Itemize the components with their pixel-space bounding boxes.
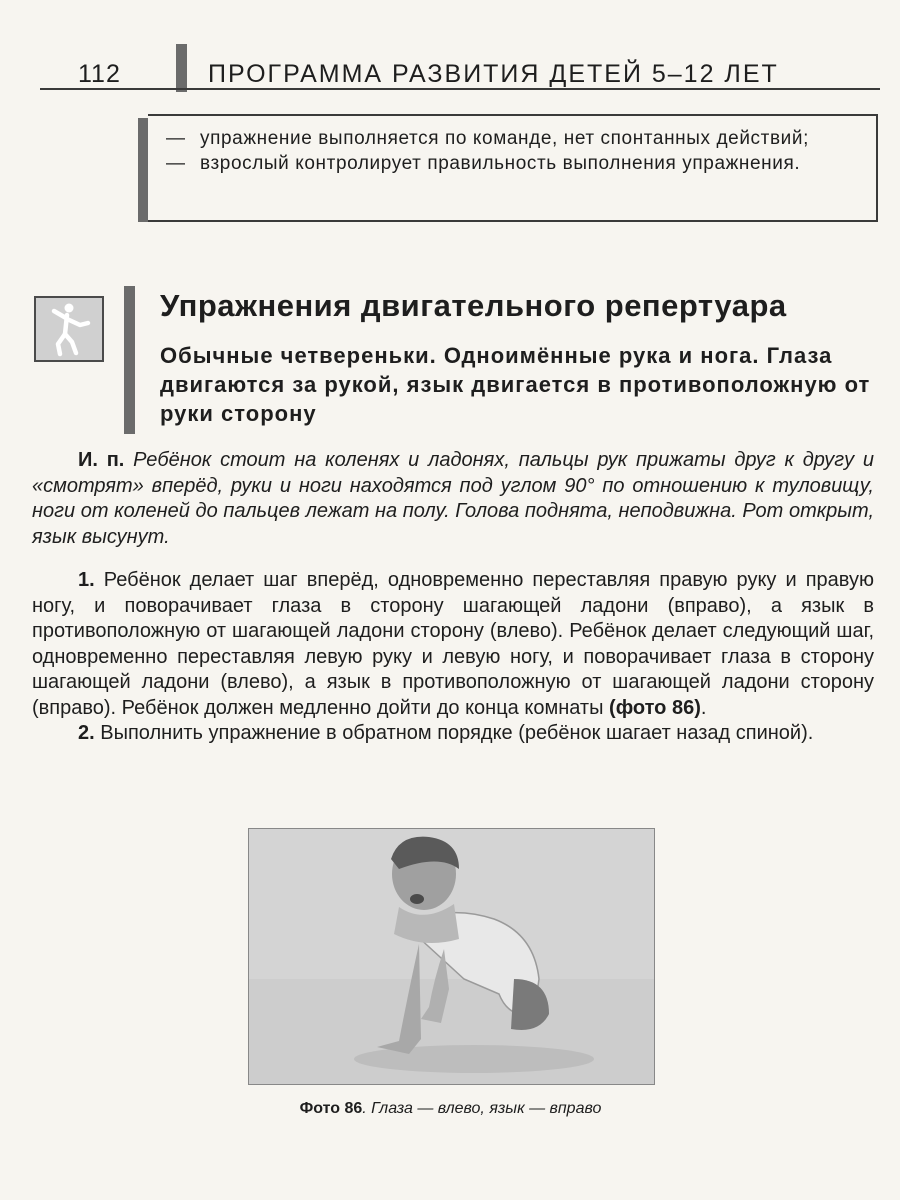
caption-label: Фото 86 (299, 1100, 363, 1117)
note-item-text: упражнение выполняется по команде, нет спонтанных действий; (200, 128, 809, 149)
page-number: 112 (78, 60, 121, 88)
photo-caption (248, 1100, 653, 1118)
header-divider-bar (176, 44, 187, 92)
header-rule (40, 88, 880, 90)
caption-text: . Глаза — влево, язык — вправо (362, 1100, 602, 1117)
exercise-title: Обычные четвереньки. Одноимённые рука и нога. Глаза двигаются за рукой, язык двигается в противоположную от руки сторону (160, 343, 871, 426)
note-list (166, 126, 856, 176)
note-item: — взрослый контролирует правильность выполнения упражнения. (166, 153, 801, 174)
running-title: ПРОГРАММА РАЗВИТИЯ ДЕТЕЙ 5–12 ЛЕТ (208, 60, 779, 88)
exercise-body (32, 448, 874, 765)
step-1-paragraph (32, 568, 874, 721)
photo-reference: (фото 86) (609, 696, 701, 719)
starting-position-label: И. п. (78, 449, 125, 471)
note-item-text: взрослый контролирует правильность выполнения упражнения. (200, 153, 801, 174)
exercise-photo (248, 828, 655, 1085)
note-item: — упражнение выполняется по команде, нет спонтанных действий; (166, 128, 809, 149)
step-number: 1. (78, 569, 95, 591)
starting-position-text: Ребёнок стоит на коленях и ладонях, пальцы рук прижаты друг к другу и «смотрят» вперёд, руки и ноги находятся под углом 90° по отношению к туловищу, ноги от коленей до пальцев лежат на полу. Голова поднята, неподвижна. Рот открыт, язык высунут. (32, 449, 875, 548)
note-box (148, 114, 878, 222)
step-number: 2. (78, 722, 95, 744)
section-title: Упражнения двигательного репертуара (160, 288, 787, 323)
step-2-paragraph (32, 721, 874, 747)
step-text: Выполнить упражнение в обратном порядке (ребёнок шагает назад спиной). (100, 722, 814, 744)
section-bar (124, 286, 135, 434)
note-box-bar (138, 118, 148, 222)
step-end-punctuation: . (700, 696, 707, 719)
exercising-person-icon (34, 296, 104, 362)
starting-position-paragraph (32, 448, 874, 550)
step-text: Ребёнок делает шаг вперёд, одновременно переставляя правую руку и правую ногу, и поворачивает глаза в сторону шагающей ладони (вправо), а язык в противоположную от шагающей ладони сторону (влево). Ребёнок делает следующий шаг, одновременно переставляя левую руку и левую ногу, и поворачивает глаза в сторону шагающей ладони (влево), а язык в противоположную от шагающей ладони сторону (вправо). Ребёнок должен медленно дойти до конца комнаты (32, 569, 874, 719)
